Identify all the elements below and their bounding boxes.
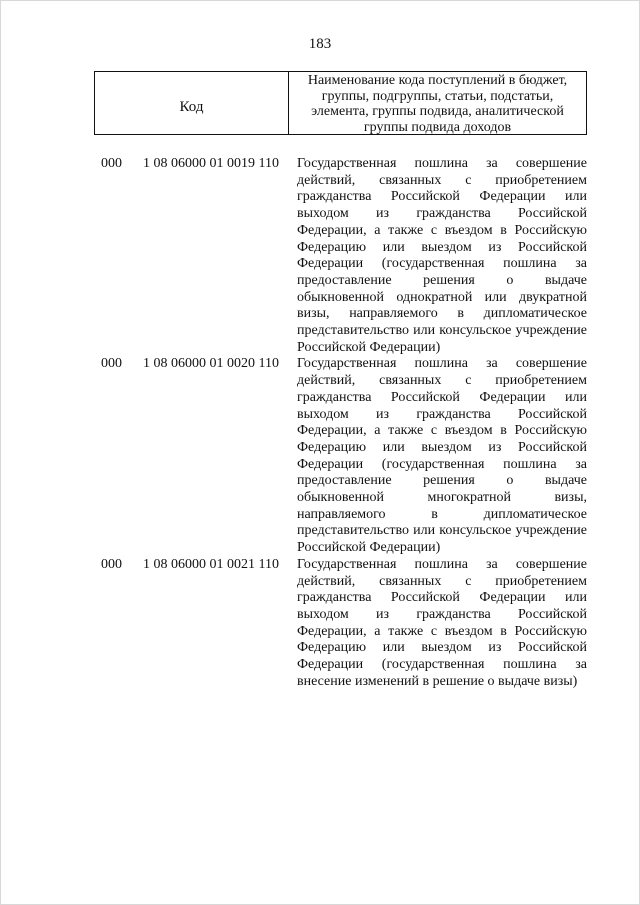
table-header (94, 71, 587, 135)
page-number: 183 (308, 36, 332, 52)
row-description: Государственная пошлина за совершение действий, связанных с приобретением гражданства Российской Федерации или выходом из гражданства Российской Федерации, а также с въездом в Российскую Федерацию или выездом из Российской Федерации (государственная пошлина за предоставление решения о выдаче обыкновенной однократной или двукратной визы, направляемого в дипломатическое представительство или консульское учреждение Российской Федерации) (297, 156, 587, 355)
row-admin-code: 000 (101, 156, 122, 171)
row-admin-code: 000 (101, 356, 122, 372)
header-name-label: Наименование кода поступлений в бюджет, группы, подгруппы, статьи, подстатьи, элемента, группы подвида, аналитической группы подвида доходов (307, 73, 568, 135)
row-income-code: 1 08 06000 01 0019 110 (143, 156, 279, 171)
row-income-code: 1 08 06000 01 0021 110 (143, 556, 279, 572)
row-income-code: 1 08 06000 01 0020 110 (143, 356, 279, 372)
entries-list (0, 156, 640, 691)
row-description: Государственная пошлина за совершение действий, связанных с приобретением гражданства Российской Федерации или выходом из гражданства Российской Федерации, а также с въездом в Российскую Федерацию или выездом из Российской Федерации (государственная пошлина за внесение изменений в решение о выдаче визы) (297, 556, 587, 689)
row-description: Государственная пошлина за совершение действий, связанных с приобретением гражданства Российской Федерации или выходом из гражданства Российской Федерации, а также с въездом в Российскую Федерацию или выездом из Российской Федерации (государственная пошлина за предоставление решения о выдаче обыкновенной многократной визы, направляемого в дипломатическое представительство или консульское учреждение Российской Федерации) (297, 356, 587, 556)
row-admin-code: 000 (101, 556, 122, 572)
table-row (0, 356, 640, 556)
header-code-label: Код (95, 72, 289, 134)
table-row (0, 557, 640, 691)
table-row (0, 156, 640, 356)
